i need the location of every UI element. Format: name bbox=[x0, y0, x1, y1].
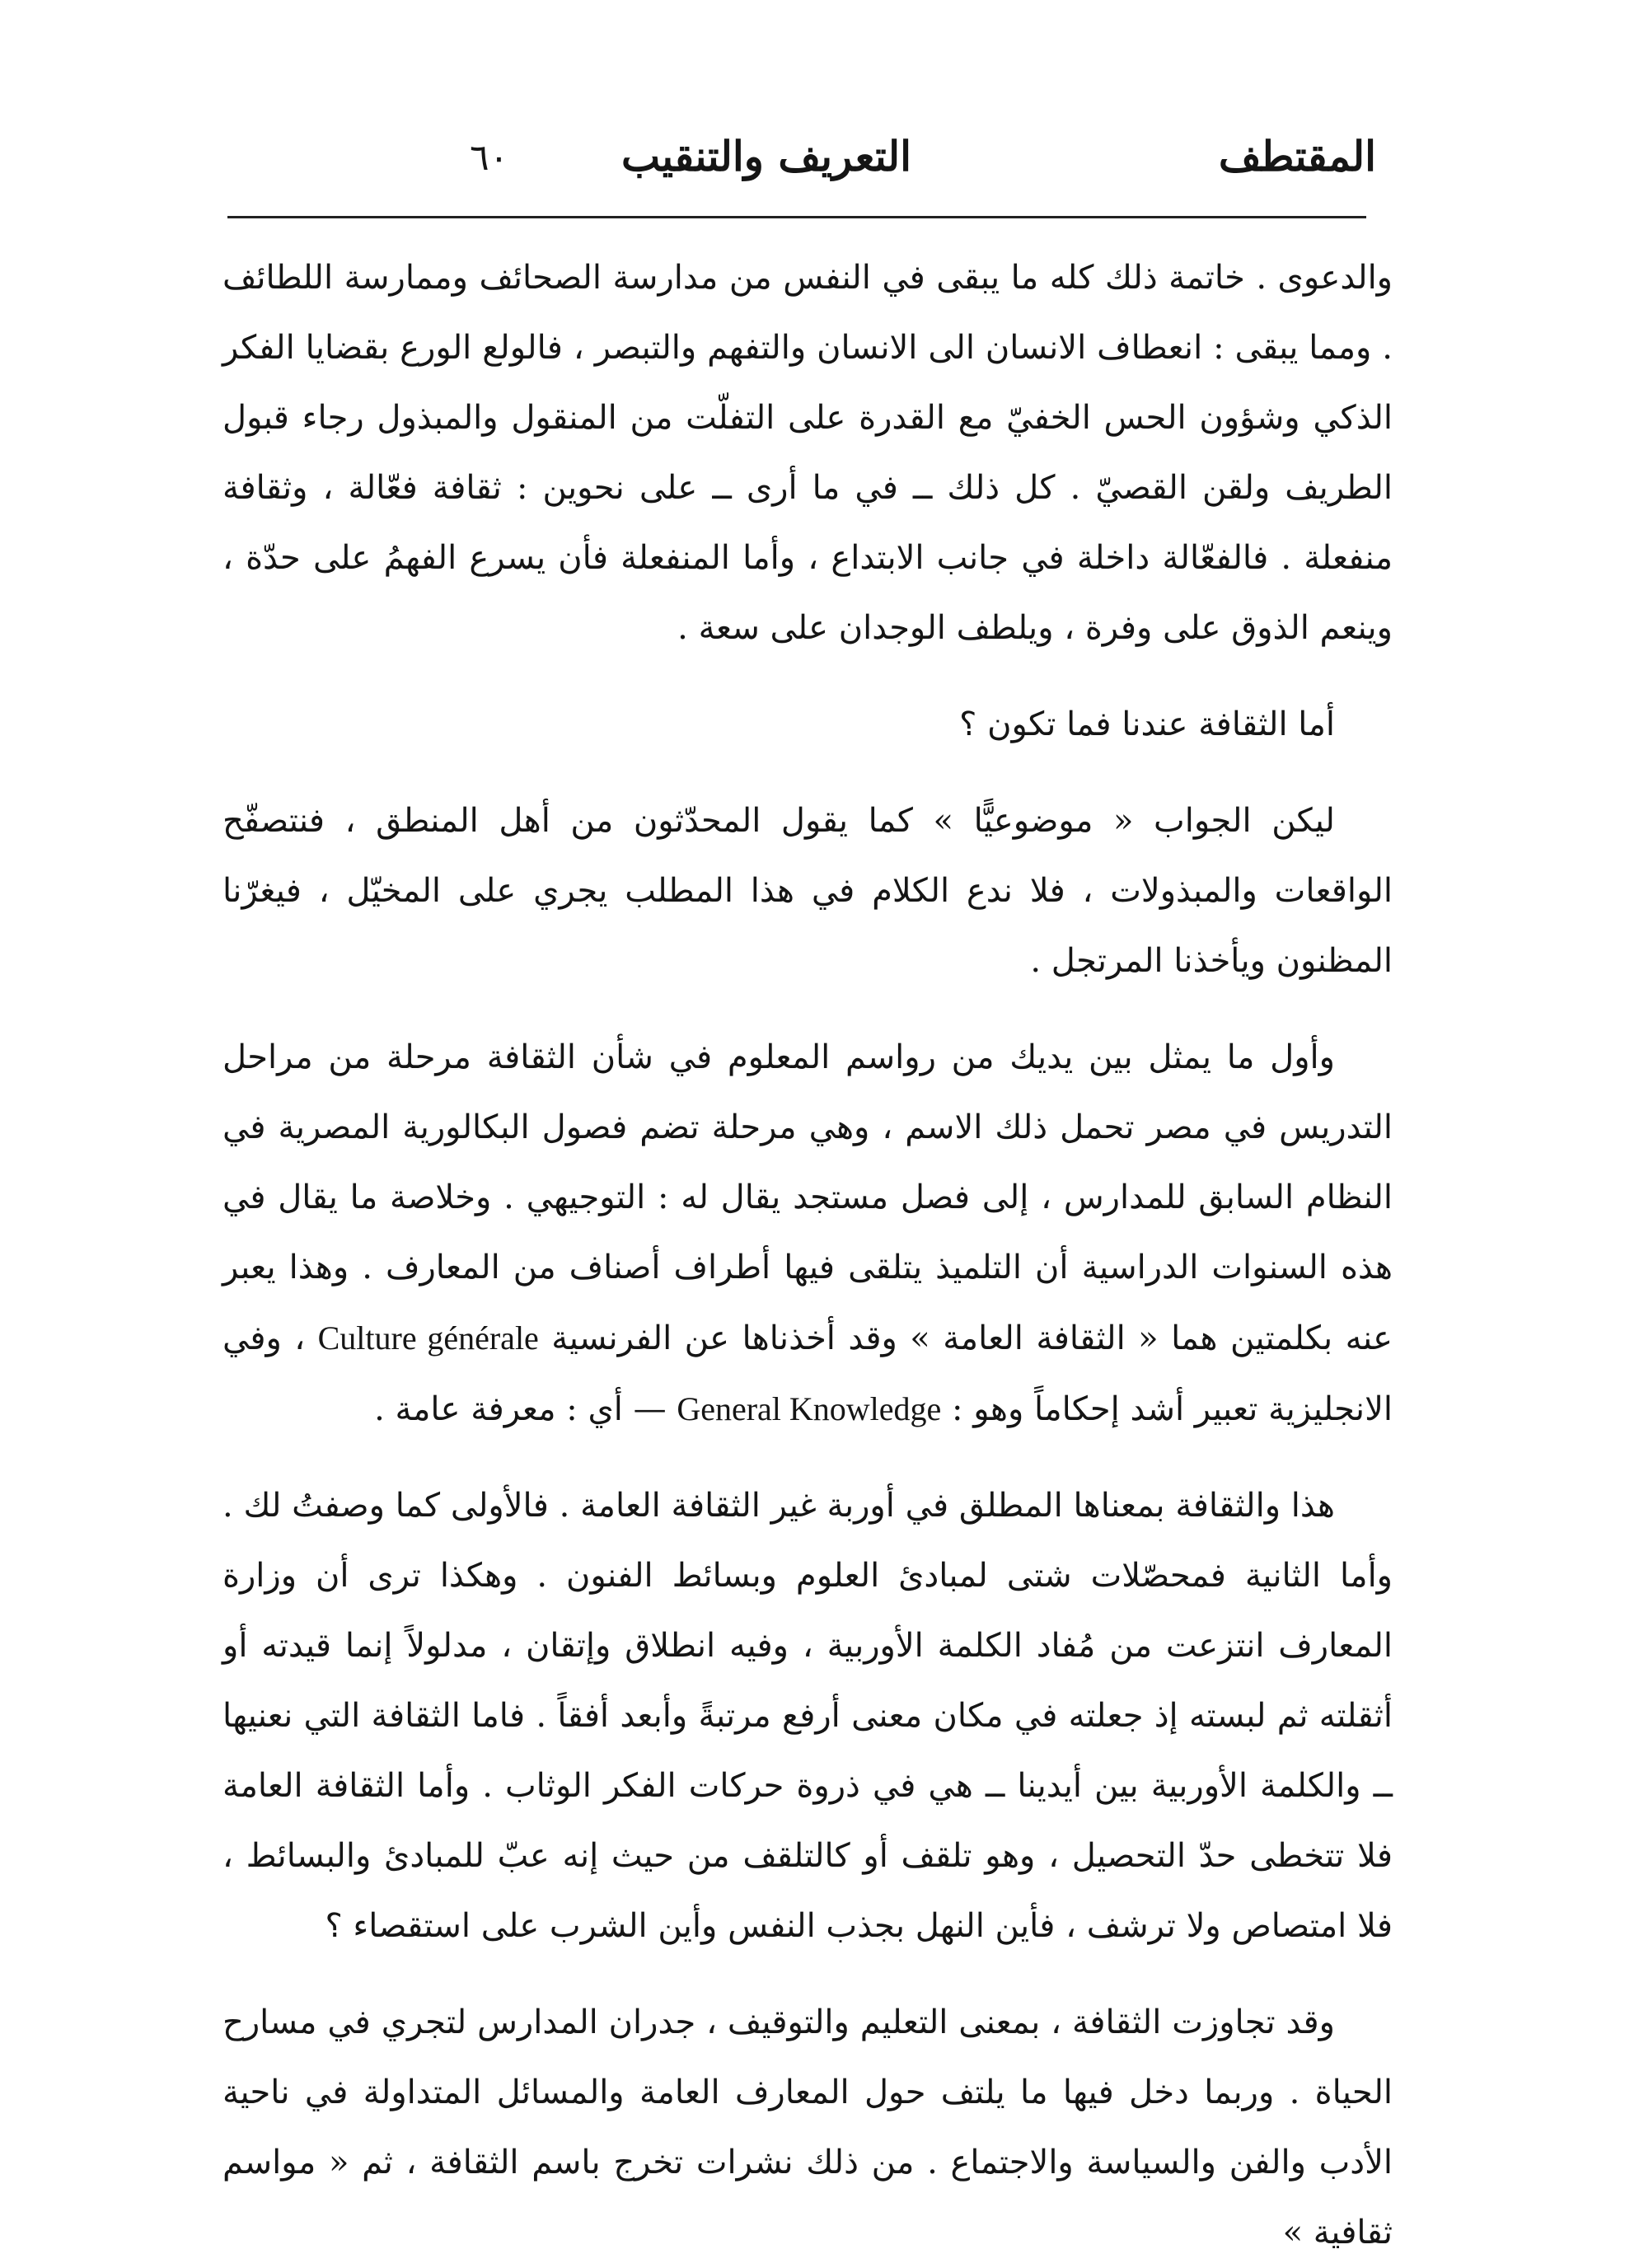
paragraph-6: وقد تجاوزت الثقافة ، بمعنى التعليم والتوقيف ، جدران المدارس لتجري في مسارح الحياة . وربما دخل فيها ما يلتف حول المعارف العامة والمسائل المتداولة في ناحية الأدب والفن والسياسة والاجتماع . من ذلك نشرات تخرج باسم الثقافة ، ثم « مواسم ثقافية » bbox=[222, 2003, 1393, 2252]
english-term: General Knowledge bbox=[677, 1390, 942, 1427]
paragraph-1: والدعوى . خاتمة ذلك كله ما يبقى في النفس من مدارسة الصحائف وممارسة اللطائف . ومما يبقى : انعطاف الانسان الى الانسان والتفهم والتبصر ، فالولع الورع بقضايا الفكر الذكي وشؤون الحس الخفيّ مع القدرة على التفلّت من المنقول والمبذول رجاء قبول الطريف ولقن القصيّ . كل ذلك ــ في ما أرى ــ على نحوين : ثقافة فعّالة ، وثقافة منفعلة . فالفعّالة داخلة في جانب الابتداع ، وأما المنفعلة فأن يسرع الفهمُ على حدّة ، وينعم الذوق على وفرة ، ويلطف الوجدان على سعة . bbox=[222, 259, 1393, 647]
journal-name: المقتطف bbox=[1218, 132, 1376, 180]
paragraph-4 bbox=[222, 1023, 1393, 1445]
chapter-title: التعريف والتنقيب bbox=[621, 132, 911, 180]
paragraph-4-text-b: ، وفي الانجليزية تعبير أشد إحكاماً وهو : bbox=[222, 1319, 1393, 1428]
french-term: Culture générale bbox=[317, 1319, 539, 1357]
paragraph-4-text-c: — أي : معرفة عامة . bbox=[374, 1390, 667, 1428]
paragraph-3: ليكن الجواب « موضوعيًّا » كما يقول المحدّثون من أهل المنطق ، فنتصفّح الواقعات والمبذولات ، فلا ندع الكلام في هذا المطلب يجري على المخيّل ، فيغرّنا المظنون ويأخذنا المرتجل . bbox=[222, 802, 1393, 980]
article-body bbox=[222, 243, 1393, 2268]
paragraph-2: أما الثقافة عندنا فما تكون ؟ bbox=[959, 705, 1335, 743]
paragraph-4-text-a: وأول ما يمثل بين يديك من رواسم المعلوم في شأن الثقافة مرحلة من مراحل التدريس في مصر تحمل ذلك الاسم ، وهي مرحلة تضم فصول البكالورية المصرية في النظام السابق للمدارس ، إلى فصل مستجد يقال له : التوجيهي . وخلاصة ما يقال في هذه السنوات الدراسية أن التلميذ يتلقى فيها أطراف أصناف من المعارف . وهذا يعبر عنه بكلمتين هما « الثقافة العامة » وقد أخذناها عن الفرنسية bbox=[222, 1038, 1393, 1357]
paragraph-5: هذا والثقافة بمعناها المطلق في أوربة غير الثقافة العامة . فالأولى كما وصفتُ لك . وأما الثانية فمحصّلات شتى لمبادئ العلوم وبسائط الفنون . وهكذا ترى أن وزارة المعارف انتزعت من مُفاد الكلمة الأوربية ، وفيه انطلاق وإتقان ، مدلولاً إنما قيدته أو أثقلته ثم لبسته إذ جعلته في مكان معنى أرفع مرتبةً وأبعد أفقاً . فاما الثقافة التي نعنيها ــ والكلمة الأوربية بين أيدينا ــ هي في ذروة حركات الفكر الوثاب . وأما الثقافة العامة فلا تتخطى حدّ التحصيل ، وهو تلقف أو كالتلقف من حيث إنه عبّ للمبادئ والبسائط ، فلا امتصاص ولا ترشف ، فأين النهل بجذب النفس وأين الشرب على استقصاء ؟ bbox=[222, 1487, 1393, 1945]
running-header bbox=[222, 124, 1376, 198]
page-number: ٦٠ bbox=[470, 137, 509, 179]
header-rule bbox=[227, 216, 1366, 218]
